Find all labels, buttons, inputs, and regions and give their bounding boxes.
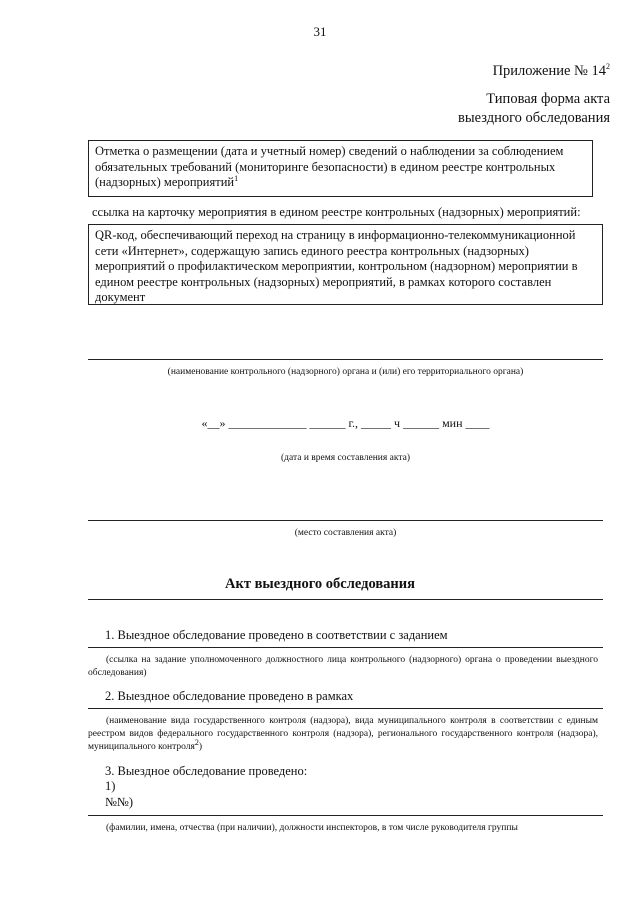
item3-line2: №№)	[105, 795, 134, 809]
appendix-footnote-mark: 2	[606, 62, 610, 72]
registry-mark-box	[88, 140, 593, 197]
appendix-label	[493, 62, 610, 81]
title-underline	[88, 599, 603, 600]
item1-caption: (ссылка на задание уполномоченного должностного лица контрольного (надзорного) органа о проведении выездного обследования)	[88, 655, 598, 678]
item3-line1: 1)	[105, 779, 116, 793]
item2-line[interactable]	[88, 708, 603, 709]
item2-caption-end: )	[198, 742, 203, 752]
page-number: 31	[313, 24, 327, 39]
item1-text: 1. Выездное обследование проведено в соответствии с заданием	[105, 628, 448, 642]
item2-caption	[88, 715, 598, 754]
item1-line[interactable]	[88, 647, 603, 648]
item3-text: 3. Выездное обследование проведено:	[105, 764, 308, 778]
datetime-caption: (дата и время составления акта)	[281, 453, 410, 463]
item3-caption: (фамилии, имена, отчества (при наличии), должности инспекторов, в том числе руководителя группы	[106, 823, 518, 833]
place-caption: (место составления акта)	[294, 528, 397, 538]
act-title: Акт выездного обследования	[225, 576, 415, 592]
item2-text: 2. Выездное обследование проведено в рамках	[105, 689, 354, 703]
form-title-line1: Типовая форма акта	[486, 91, 610, 107]
place-line[interactable]	[88, 520, 603, 521]
item2-footnote-mark: 2	[194, 737, 199, 747]
form-title-line2: выездного обследования	[458, 110, 610, 126]
organ-name-caption: (наименование контрольного (надзорного) органа и (или) его территориального органа)	[167, 367, 524, 377]
registry-mark-text: Отметка о размещении (дата и учетный номер) сведений о наблюдении за соблюдением обязательных требований (мониторинге безопасности) в едином реестре контрольных (надзорных) мероприятий	[95, 144, 564, 189]
item3-line[interactable]	[88, 815, 603, 816]
registry-footnote-mark: 1	[234, 173, 239, 183]
datetime-fill-line[interactable]: «__» _____________ ______ г., _____ ч ______ мин ____	[201, 416, 490, 430]
qr-code-box: QR-код, обеспечивающий переход на страницу в информационно-телекоммуникационной сети «Интернет», содержащую запись единого реестра контрольных (надзорных) мероприятий о профилактическом мероприятии, контрольном (надзорном) мероприятии в едином реестре контрольных (надзорных) мероприятий, в рамках которого составлен документ	[88, 224, 603, 305]
organ-name-line[interactable]	[88, 359, 603, 360]
appendix-label-text: Приложение № 14	[492, 63, 606, 79]
item2-caption-text: (наименование вида государственного контроля (надзора), вида муниципального контроля в соответствии с единым реестром видов федерального государственного контроля (надзора), регионального государственного контроля (надзора), муниципального контроля	[88, 716, 598, 752]
registry-link-label: ссылка на карточку мероприятия в едином реестре контрольных (надзорных) мероприятий:	[92, 205, 581, 219]
